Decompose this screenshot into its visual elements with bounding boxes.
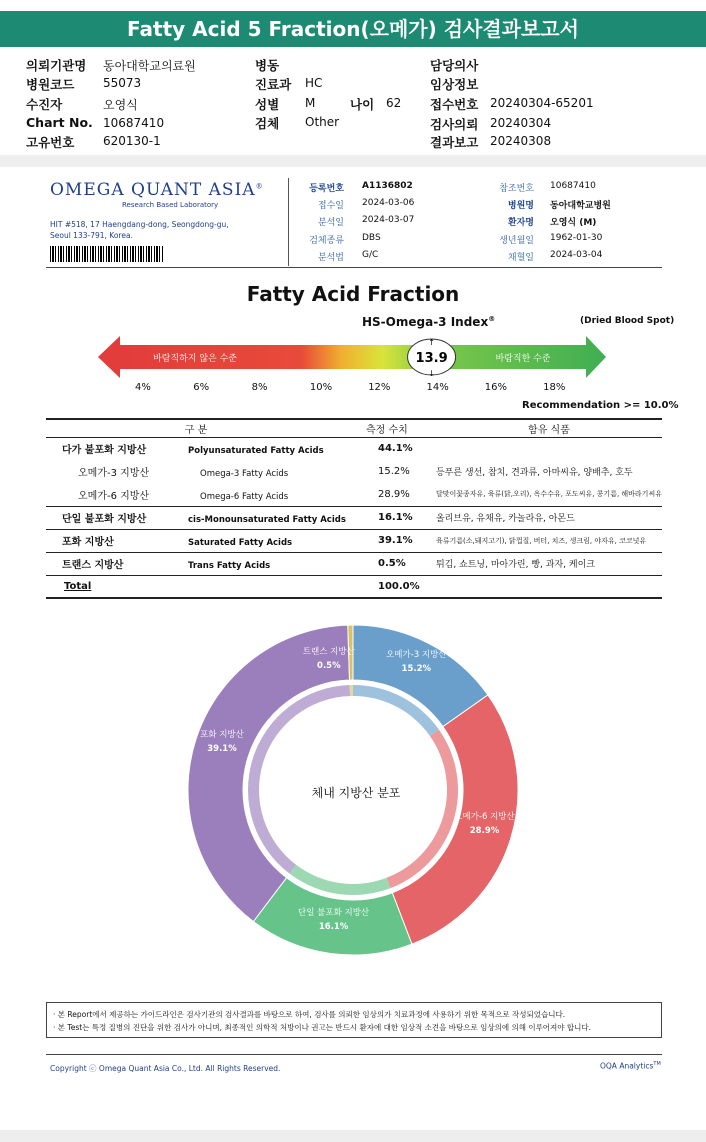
result-date-value: 20240308 [490,134,552,148]
slice-value: 28.9% [469,826,500,837]
donut-slice-label [182,728,262,756]
row-food: 튀김, 쇼트닝, 마아가린, 빵, 과자, 케이크 [436,552,662,575]
row-food: 등푸른 생선, 참치, 견과류, 아마씨유, 양배추, 호두 [435,468,633,478]
slice-value: 0.5% [317,660,341,671]
slice-name: 단일 불포화 지방산 [298,908,370,919]
recommendation: Recommendation >= 10.0% [522,400,679,411]
slice-value: 15.2% [401,663,432,674]
slice-name: 포화 지방산 [200,730,244,741]
age-label: 나이 [350,97,375,112]
header-bottom-line [46,267,662,268]
gauge-tick-label: 8% [251,382,268,393]
row-name-ko: 오메가-6 지방산 [78,490,150,502]
footer-line [46,1054,662,1055]
ref-no-label: 참조번호 [499,184,534,194]
accession-value: 20240304-65201 [490,96,594,110]
row-name-en: Omega-6 Fatty Acids [200,491,289,502]
hospital-name-label: 병원명 [507,201,534,211]
row-name-ko: 트랜스 지방산 [62,560,124,571]
omega3-index-gauge [0,330,706,380]
reg-no-label: 등록번호 [309,184,344,194]
dept-value: HC [305,76,323,90]
row-value: 28.9% [377,488,410,500]
page-bottom-divider [0,1130,706,1142]
dept-label: 진료과 [255,77,292,92]
hospital-code-value: 55073 [103,76,142,90]
index-title: HS-Omega-3 Index® [362,315,496,329]
row-name-en: cis-Monounsaturated Fatty Acids [188,515,346,525]
patient-label: 수진자 [26,97,63,112]
specimen-type-label: 검체종류 [309,236,344,246]
slice-name: 트랜스 지방산 [302,646,355,657]
donut-slice-label [376,648,456,676]
table-total-row [46,575,662,598]
row-category [46,529,346,552]
slice-value: 39.1% [207,744,237,755]
row-food: 달맞이꽃종자유, 육류(닭,오리), 옥수수유, 포도씨유, 콩기름, 해바라기씨유 [435,490,662,499]
disclaimer-line-1: · 본 Report에서 제공하는 가이드라인은 검사기관의 검사결과를 바탕으로 하여, 검사를 의뢰한 임상의가 치료과정에 사용하기 위한 목적으로 작성되었습니다. [53,1010,566,1019]
row-value: 15.2% [377,466,410,477]
patient-value: 오영식 [103,98,138,112]
gauge-tick-label: 16% [484,382,508,393]
disclaimer-line-2: · 본 Test는 특정 질병의 진단을 위한 검사가 아니며, 최종적인 의학적 처방이나 권고는 반드시 환자에 대한 임상적 소견을 바탕으로 임상의에 의해 이루어져야 합니다. [53,1023,592,1032]
row-name-ko: 단일 불포화 지방산 [62,514,147,525]
fatty-acid-table [46,418,662,599]
draw-date-value: 2024-03-04 [550,250,603,260]
hospital-value: 동아대학교의료원 [103,59,196,73]
row-food: 육류기름(소,돼지고기), 닭껍질, 버터, 치즈, 생크림, 야자유, 코코넛유 [436,529,662,552]
gauge-tick-label: 18% [543,382,566,393]
request-date-value: 20240304 [490,116,552,130]
lab-address-line1: HIT #518, 17 Haengdang-dong, Seongdong-gu, [50,220,229,229]
ward-label: 병동 [255,58,280,73]
section-divider [0,155,706,167]
row-category [46,552,346,575]
svg-text:↑: ↑ [428,338,435,347]
row-name-en: Polyunsaturated Fatty Acids [188,446,324,457]
dob-value: 1962-01-30 [550,233,603,243]
slice-name: 오메가-6 지방산 [454,812,515,823]
copyright: Copyright ⓒ Omega Quant Asia Co., Ltd. All Rights Reserved. [50,1064,281,1073]
method-value: G/C [362,250,379,260]
row-name-en: Omega-3 Fatty Acids [200,469,289,479]
result-date-label: 결과보고 [430,135,479,150]
row-category [46,437,346,460]
age-value: 62 [386,96,402,110]
gauge-tick-label: 14% [426,382,449,393]
total-food [436,575,662,598]
gauge-tick-label: 4% [135,382,151,393]
gauge-tick-label: 12% [368,382,391,393]
slice-name: 오메가-3 지방산 [386,649,447,660]
row-food: 올리브유, 유채유, 카놀라유, 아몬드 [436,506,662,529]
row-value: 39.1% [346,529,436,552]
gauge-tick-label: 6% [193,382,210,393]
report-title: Fatty Acid 5 Fraction(오메가) 검사결과보고서 [0,11,706,47]
patient-name-label: 환자명 [507,218,534,228]
method-label: 분석법 [317,253,344,263]
received-value: 2024-03-06 [362,198,415,208]
section-heading: Fatty Acid Fraction [246,282,460,306]
table-header-value: 측정 수치 [346,419,436,437]
disclaimer-notes [46,1002,662,1038]
donut-slice-label [289,645,369,673]
specimen-label: 검체 [255,116,280,131]
table-header-food: 함유 식품 [436,419,662,437]
table-row [46,552,662,575]
row-name-en: Trans Fatty Acids [188,561,271,571]
donut-slice-label [294,906,374,934]
gauge-value-marker [408,338,456,378]
received-label: 접수일 [317,201,344,211]
gauge-good-label: 바람직한 수준 [495,354,551,364]
table-row [46,460,662,483]
table-row [46,529,662,552]
row-category [46,506,346,529]
gauge-tick-label: 10% [309,382,333,393]
analyzed-label: 분석일 [317,218,344,228]
total-label: Total [46,575,346,598]
clinical-label: 임상정보 [430,77,479,92]
reg-no-value: A1136802 [362,181,413,191]
table-row [46,437,662,460]
lab-logo-subtitle: Research Based Laboratory [122,201,219,209]
donut-center-title: 체내 지방산 분포 [311,786,401,800]
lab-address-line2: Seoul 133-791, Korea. [50,231,133,240]
specimen-type-value: DBS [362,233,381,243]
chart-no-value: 10687410 [103,116,165,130]
sex-value: M [305,96,316,110]
row-name-ko: 포화 지방산 [62,537,114,548]
hospital-code-label: 병원코드 [26,77,75,92]
lab-logo: OMEGA QUANT ASIA® [50,180,264,200]
total-value: 100.0% [346,575,436,598]
row-name-ko: 오메가-3 지방산 [78,468,150,479]
donut-slice-label [445,810,525,838]
dob-label: 생년월일 [499,236,534,246]
request-date-label: 검사의뢰 [430,117,479,132]
table-header-category: 구 분 [46,419,346,437]
row-value: 16.1% [346,506,436,529]
row-value: 0.5% [346,552,436,575]
row-category [46,483,346,506]
sample-type: (Dried Blood Spot) [580,316,675,326]
gauge-value: 13.9 [415,351,448,366]
hospital-name-value: 동아대학교병원 [550,201,611,211]
svg-text:↓: ↓ [428,369,435,378]
hospital-label: 의뢰기관명 [26,58,87,73]
slice-value: 16.1% [318,922,349,933]
donut-inner-slice [350,685,353,696]
patient-name-value: 오영식 (M) [550,218,597,228]
row-food [436,437,662,460]
chart-no-label: Chart No. [26,115,93,130]
unique-no-value: 620130-1 [103,134,161,148]
row-name-en: Saturated Fatty Acids [188,538,293,548]
doctor-label: 담당의사 [430,58,479,73]
ref-no-value: 10687410 [550,181,596,191]
draw-date-label: 채혈일 [507,253,534,263]
gauge-bad-label: 바람직하지 않은 수준 [153,354,237,364]
brand: OQA Analytics™ [600,1061,661,1071]
unique-no-label: 고유번호 [26,135,75,150]
analyzed-value: 2024-03-07 [362,215,415,225]
barcode [50,246,164,262]
row-category [46,460,346,483]
accession-label: 접수번호 [430,97,479,112]
specimen-value: Other [305,115,340,129]
row-name-ko: 다가 불포화 지방산 [62,445,147,457]
row-value: 44.1% [377,443,413,455]
table-row [46,506,662,529]
sex-label: 성별 [255,97,280,112]
table-row [46,483,662,506]
